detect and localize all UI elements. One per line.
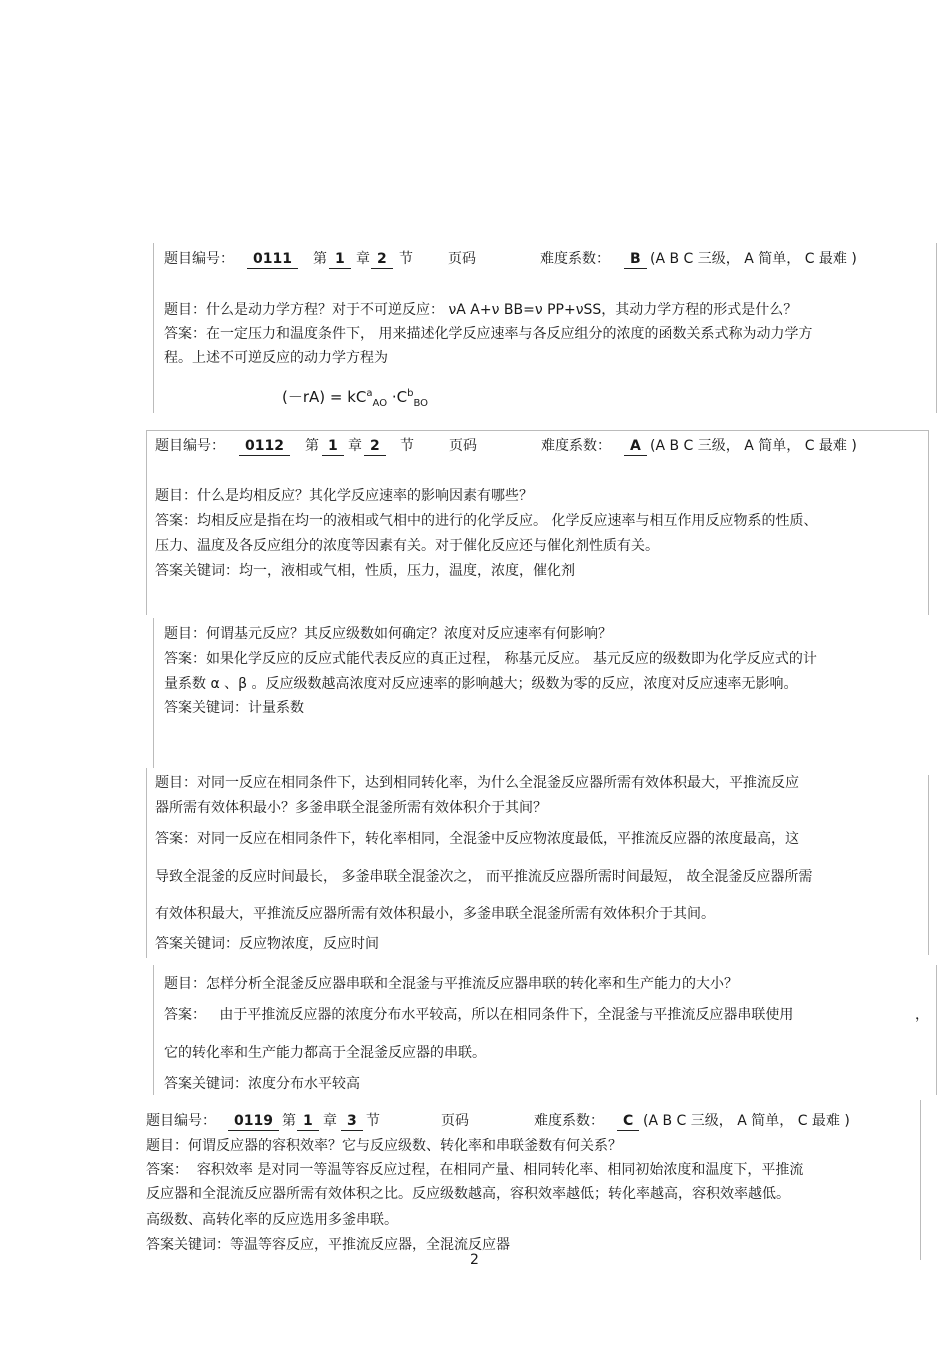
keywords-body: 均一，液相或气相，性质，压力，温度，浓度，催化剂 (239, 563, 575, 579)
chapter-label: 章 (323, 1113, 337, 1129)
answer-label: 答案： (146, 1162, 188, 1178)
answer-text-cont: 反应器和全混流反应器所需有效体积之比。反应级数越高，容积效率越低；转化率越高，容积效率越低。 (146, 1186, 790, 1202)
rate-equation: $(-rA) = kC^a_{AO} \cdot C^b_{BO}$ (282, 388, 429, 409)
answer-body: 由于平推流反应器的浓度分布水平较高，所以在相同条件下，全混釜与平推流反应器串联使用 (219, 1007, 794, 1023)
question-body: 何谓基元反应？其反应级数如何确定？浓度对反应速率有何影响？ (206, 626, 612, 642)
answer-text-cont: 它的转化率和生产能力都高于全混釜反应器的串联。 (164, 1045, 486, 1061)
question-body: 什么是均相反应？其化学反应速率的影响因素有哪些？ (197, 488, 533, 504)
difficulty-value: A (624, 437, 647, 456)
frame-line (146, 430, 147, 615)
keywords-label: 答案关键词： (164, 700, 248, 716)
question-text (146, 1137, 622, 1155)
question-text (155, 774, 799, 792)
question-body: 对同一反应在相同条件下，达到相同转化率，为什么全混釜反应器所需有效体积最大，平推流反应 (197, 775, 799, 791)
keywords-label: 答案关键词： (155, 936, 239, 952)
keywords-body: 浓度分布水平较高 (248, 1076, 360, 1092)
frame-line (153, 618, 154, 768)
answer-text-cont: 量系数 α 、β 。反应级数越高浓度对反应速率的影响越大；级数为零的反应，浓度对反应速率无影响。 (164, 676, 798, 692)
answer-text (164, 325, 812, 343)
answer-keywords (146, 1236, 510, 1254)
answer-text (164, 650, 817, 668)
chapter-prefix: 第 (282, 1113, 296, 1129)
section-label: 节 (400, 438, 414, 454)
question-text (164, 975, 738, 993)
difficulty-label: 难度系数： (540, 251, 610, 267)
id-label: 题目编号： (164, 251, 234, 267)
page-label: 页码 (441, 1113, 469, 1129)
question-label: 题目： (146, 1138, 188, 1154)
question-id: 0111 (247, 250, 298, 269)
answer-label: 答案： (164, 326, 206, 342)
question-text-cont: 器所需有效体积最小？多釜串联全混釜所需有效体积介于其间？ (155, 800, 547, 816)
answer-keywords (155, 935, 379, 953)
frame-line (920, 1100, 921, 1260)
page-label: 页码 (449, 438, 477, 454)
section-label: 节 (366, 1113, 380, 1129)
frame-line (153, 965, 154, 1095)
answer-label: 答案： (164, 1007, 206, 1023)
chapter-prefix: 第 (313, 251, 327, 267)
difficulty-label: 难度系数： (534, 1113, 604, 1129)
page-number: 2 (470, 1252, 479, 1268)
answer-body: 如果化学反应的反应式能代表反应的真正过程， 称基元反应。 基元反应的级数即为化学反应式的计 (206, 651, 817, 667)
question-id: 0119 (228, 1112, 279, 1131)
answer-comma: ， (915, 1007, 929, 1023)
frame-line (936, 243, 937, 413)
id-label: 题目编号： (146, 1113, 216, 1129)
difficulty-value: B (624, 250, 647, 269)
answer-text-cont: 有效体积最大，平推流反应器所需有效体积最小，多釜串联全混釜所需有效体积介于其间。 (155, 906, 715, 922)
question-label: 题目： (155, 775, 197, 791)
answer-body: 对同一反应在相同条件下，转化率相同，全混釜中反应物浓度最低，平推流反应器的浓度最高，这 (197, 831, 799, 847)
answer-keywords (164, 699, 304, 717)
answer-body: 均相反应是指在均一的液相或气相中的进行的化学反应。 化学反应速率与相互作用反应物系的性质、 (197, 513, 818, 529)
difficulty-scale: (A B C 三级， A 简单， C 最难 ) (650, 438, 857, 454)
frame-line (146, 768, 147, 958)
chapter-number: 1 (322, 437, 344, 456)
answer-text-cont: 导致全混釜的反应时间最长， 多釜串联全混釜次之， 而平推流反应器所需时间最短， 故全混釜反应器所需 (155, 869, 813, 885)
answer-label: 答案： (155, 831, 197, 847)
difficulty-label: 难度系数： (541, 438, 611, 454)
answer-text-cont: 程。上述不可逆反应的动力学方程为 (164, 350, 388, 366)
chapter-label: 章 (356, 251, 370, 267)
question-body: 什么是动力学方程？对于不可逆反应： νA A+ν BB=ν PP+νSS，其动力学方程的形式是什么？ (206, 302, 798, 318)
keywords-body: 等温等容反应，平推流反应器，全混流反应器 (230, 1237, 510, 1253)
chapter-label: 章 (348, 438, 362, 454)
keywords-label: 答案关键词： (146, 1237, 230, 1253)
answer-text (146, 1161, 803, 1179)
answer-text (155, 512, 817, 530)
page-label: 页码 (448, 251, 476, 267)
frame-line (153, 243, 154, 413)
section-number: 2 (371, 250, 393, 269)
answer-body: 容积效率 是对同一等温等容反应过程，在相同产量、相同转化率、相同初始浓度和温度下，平推流 (196, 1162, 804, 1178)
section-number: 2 (364, 437, 386, 456)
answer-text (164, 1006, 793, 1024)
question-text (164, 301, 797, 319)
keywords-label: 答案关键词： (164, 1076, 248, 1092)
question-id: 0112 (239, 437, 290, 456)
question-label: 题目： (164, 302, 206, 318)
section-number: 3 (341, 1112, 363, 1131)
question-label: 题目： (155, 488, 197, 504)
question-text (155, 487, 533, 505)
frame-line (146, 430, 929, 431)
answer-label: 答案： (155, 513, 197, 529)
frame-line (928, 430, 929, 615)
question-body: 怎样分析全混釜反应器串联和全混釜与平推流反应器串联的转化率和生产能力的大小？ (206, 976, 738, 992)
answer-text-cont: 高级数、高转化率的反应选用多釜串联。 (146, 1212, 398, 1228)
difficulty-scale: (A B C 三级， A 简单， C 最难 ) (650, 251, 857, 267)
id-label: 题目编号： (155, 438, 225, 454)
answer-body: 在一定压力和温度条件下， 用来描述化学反应速率与各反应组分的浓度的函数关系式称为动力学方 (206, 326, 813, 342)
answer-text-cont: 压力、温度及各反应组分的浓度等因素有关。对于催化反应还与催化剂性质有关。 (155, 538, 659, 554)
difficulty-value: C (617, 1112, 639, 1131)
keywords-body: 计量系数 (248, 700, 304, 716)
answer-keywords (155, 562, 575, 580)
question-label: 题目： (164, 626, 206, 642)
answer-label: 答案： (164, 651, 206, 667)
keywords-label: 答案关键词： (155, 563, 239, 579)
formula-main: (－rA) = kC (282, 388, 367, 406)
frame-line (928, 775, 929, 955)
frame-line (936, 965, 937, 1095)
chapter-prefix: 第 (305, 438, 319, 454)
difficulty-scale: (A B C 三级， A 简单， C 最难 ) (643, 1113, 850, 1129)
section-label: 节 (399, 251, 413, 267)
chapter-number: 1 (329, 250, 351, 269)
question-body: 何谓反应器的容积效率？它与反应级数、转化率和串联釜数有何关系？ (188, 1138, 622, 1154)
answer-text (155, 830, 799, 848)
keywords-body: 反应物浓度，反应时间 (239, 936, 379, 952)
question-label: 题目： (164, 976, 206, 992)
question-text (164, 625, 612, 643)
answer-keywords (164, 1075, 360, 1093)
chapter-number: 1 (297, 1112, 319, 1131)
